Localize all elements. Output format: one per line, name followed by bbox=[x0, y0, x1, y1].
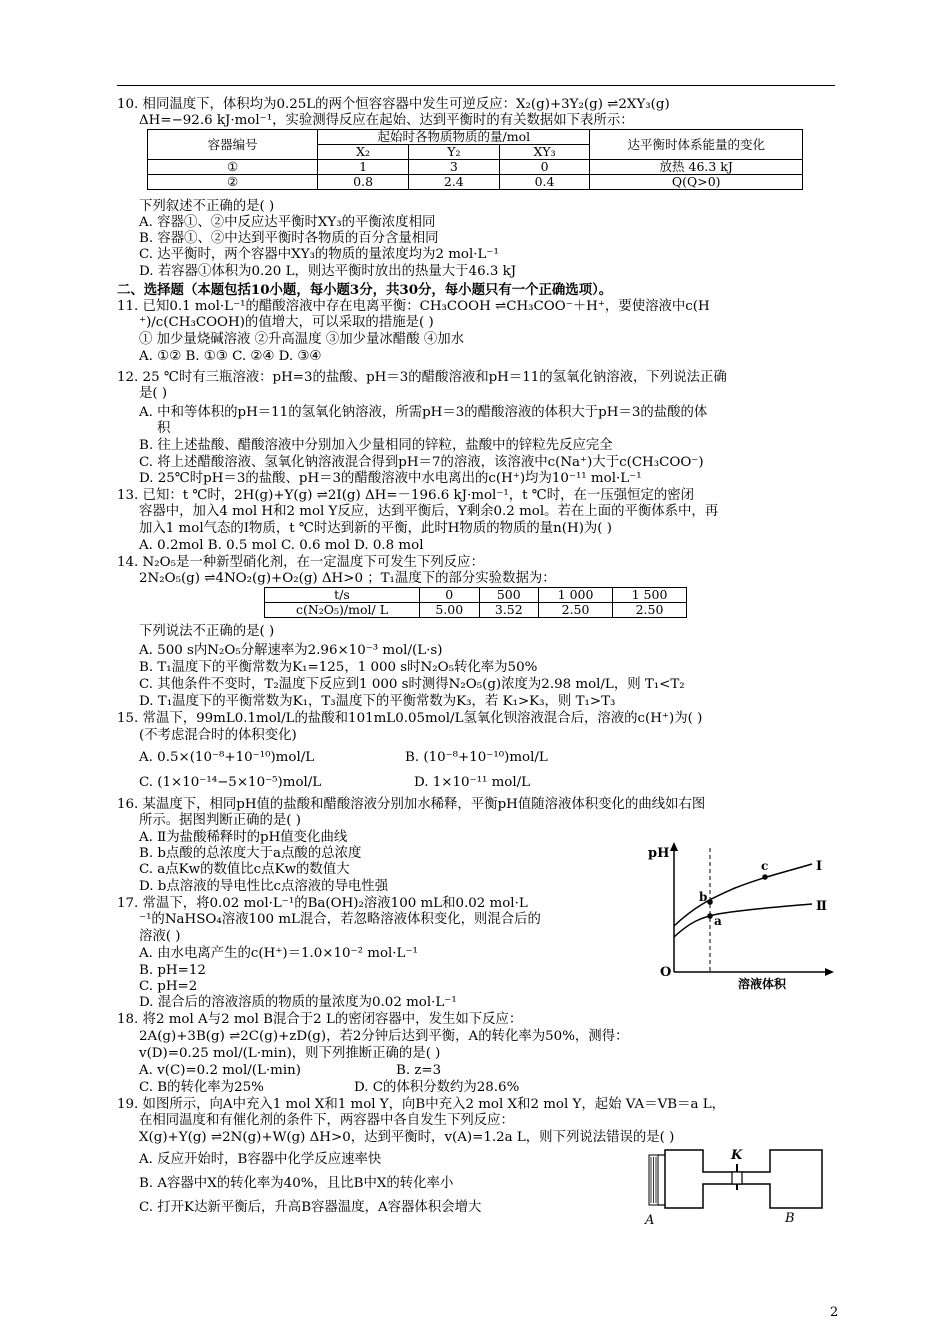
q10-r1c5: 放热 46.3 kJ bbox=[590, 160, 803, 175]
label-b: B bbox=[785, 1211, 795, 1226]
q18-line3: v(D)=0.25 mol/(L·min)，则下列推断正确的是( ) bbox=[139, 1046, 441, 1061]
graph-origin: O bbox=[660, 965, 672, 980]
q14-option-d: D. T₁温度下的平衡常数为K₁，T₃温度下的平衡常数为K₃，若 K₁>K₃，则 T₁>T₃ bbox=[139, 694, 616, 709]
q10-r1c4: 0 bbox=[499, 160, 590, 175]
page-number: 2 bbox=[830, 1305, 839, 1320]
x-axis-arrow bbox=[825, 968, 834, 976]
q16-option-a: A. Ⅱ为盐酸稀释时的pH值变化曲线 bbox=[139, 830, 348, 845]
graph-label-c: c bbox=[761, 859, 769, 873]
q19-line2: 在相同温度和有催化剂的条件下，两容器中各自发生下列反应： bbox=[139, 1113, 514, 1128]
graph-label-a: a bbox=[714, 914, 722, 928]
valve-k bbox=[732, 1172, 742, 1184]
q17-option-a: A. 由水电离产生的c(H⁺)＝1.0×10⁻² mol·L⁻¹ bbox=[139, 946, 418, 961]
graph-ylabel: pH bbox=[648, 846, 670, 861]
q12-option-d: D. 25℃时pH＝3的盐酸、pH＝3的醋酸溶液中水电离出的c(H⁺)均为10⁻¹¹ mol·L⁻¹ bbox=[139, 471, 642, 486]
q18-option-b: B. z=3 bbox=[396, 1063, 442, 1078]
q12-option-a1: A. 中和等体积的pH＝11的氢氧化钠溶液，所需pH＝3的醋酸溶液的体积大于pH＝3的盐酸的体 bbox=[139, 405, 708, 420]
q12-option-c: C. 将上述醋酸溶液、氢氧化钠溶液混合得到pH＝7的溶液，该溶液中c(Na⁺)大于c(CH₃COO⁻) bbox=[139, 455, 704, 470]
q17-option-d: D. 混合后的溶液溶质的物质的量浓度为0.02 mol·L⁻¹ bbox=[139, 995, 457, 1010]
apparatus-outline bbox=[665, 1150, 822, 1208]
q14-r1c5: 1 500 bbox=[613, 588, 687, 603]
section-heading: 二、选择题（本题包括10小题，每小题3分，共30分，每小题只有一个正确选项）。 bbox=[117, 282, 613, 298]
q14-r2c1: c(N₂O₅)/mol/ L bbox=[265, 603, 420, 618]
q14-option-a: A. 500 s内N₂O₅分解速率为2.96×10⁻³ mol/(L·s) bbox=[139, 643, 443, 658]
q10-th-start: 起始时各物质物质的量/mol bbox=[318, 130, 590, 145]
q15-option-d: D. 1×10⁻¹¹ mol/L bbox=[414, 775, 531, 790]
q19-line3: X(g)+Y(g) ⇌2N(g)+W(g) ΔH>0，达到平衡时，v(A)=1.2a L，则下列说法错误的是( ) bbox=[139, 1130, 675, 1145]
q10-sub-xy3: XY₃ bbox=[499, 145, 590, 160]
q10-th-energy: 达平衡时体系能量的变化 bbox=[590, 130, 803, 160]
q10-option-b: B. 容器①、②中达到平衡时各物质的百分含量相同 bbox=[139, 231, 439, 246]
q16-line1: 16. 某温度下，相同pH值的盐酸和醋酸溶液分别加水稀释，平衡pH值随溶液体积变化的曲线如右图 bbox=[117, 797, 706, 812]
point-c bbox=[762, 874, 768, 880]
q17-line2: ⁻¹的NaHSO₄溶液100 mL混合，若忽略溶液体积变化，则混合后的 bbox=[139, 912, 541, 927]
q19-option-c: C. 打开K达新平衡后，升高B容器温度，A容器体积会增大 bbox=[139, 1200, 482, 1215]
q19-option-a: A. 反应开始时，B容器中化学反应速率快 bbox=[139, 1152, 382, 1167]
q10-r1c2: 1 bbox=[318, 160, 409, 175]
q10-r2c5: Q(Q>0) bbox=[590, 175, 803, 190]
q10-option-d: D. 若容器①体积为0.20 L，则达平衡时放出的热量大于46.3 kJ bbox=[139, 264, 517, 279]
q15-line2: (不考虑混合时的体积变化) bbox=[139, 728, 297, 743]
q10-option-a: A. 容器①、②中反应达平衡时XY₃的平衡浓度相同 bbox=[139, 215, 436, 230]
q18-line2: 2A(g)+3B(g) ⇌2C(g)+zD(g)，若2分钟后达到平衡，A的转化率为50%，测得： bbox=[139, 1029, 629, 1044]
q10-r1c3: 3 bbox=[408, 160, 499, 175]
q12-option-b: B. 往上述盐酸、醋酸溶液中分别加入少量相同的锌粒，盐酸中的锌粒先反应完全 bbox=[139, 438, 613, 453]
q15-line1: 15. 常温下，99mL0.1mol/L的盐酸和101mL0.05mol/L氢氧化钡溶液混合后，溶液的c(H⁺)为( ) bbox=[117, 711, 703, 726]
q13-line2: 容器中，加入4 mol H和2 mol Y反应，达到平衡后，Y剩余0.2 mol。若在上面的平衡体系中，再 bbox=[139, 504, 719, 519]
q11-line2: ⁺)/c(CH₃COOH)的值增大，可以采取的措施是( ) bbox=[139, 315, 434, 330]
q14-option-c: C. 其他条件不变时，T₂温度下反应到1 000 s时测得N₂O₅(g)浓度为2.98 mol/L，则 T₁<T₂ bbox=[139, 677, 685, 692]
q13-line1: 13. 已知：t ℃时，2H(g)+Y(g) ⇌2I(g) ΔH=－196.6 kJ·mol⁻¹，t ℃时，在一压强恒定的密闭 bbox=[117, 488, 695, 503]
q16-option-b: B. b点酸的总浓度大于a点酸的总浓度 bbox=[139, 846, 362, 861]
q15-option-b: B. (10⁻⁸+10⁻¹⁰)mol/L bbox=[405, 750, 548, 765]
q18-line1: 18. 将2 mol A与2 mol B混合于2 L的密闭容器中，发生如下反应： bbox=[117, 1012, 523, 1027]
label-a: A bbox=[645, 1213, 655, 1228]
q14-r1c4: 1 000 bbox=[539, 588, 613, 603]
q18-option-c: C. B的转化率为25% bbox=[139, 1080, 264, 1095]
graph-label-b: b bbox=[699, 890, 708, 904]
q11-line1: 11. 已知0.1 mol·L⁻¹的醋酸溶液中存在电离平衡：CH₃COOH ⇌CH₃COO⁻＋H⁺，要使溶液中c(H bbox=[117, 299, 710, 314]
graph-xlabel: 溶液体积 bbox=[738, 977, 787, 990]
q10-line2: ΔH=−92.6 kJ·mol⁻¹，实验测得反应在起始、达到平衡时的有关数据如下表所示： bbox=[139, 113, 634, 128]
curve-i bbox=[674, 864, 812, 926]
q19-line1: 19. 如图所示，向A中充入1 mol X和1 mol Y，向B中充入2 mol X和2 mol Y，起始 VA＝VB＝a L， bbox=[117, 1097, 726, 1112]
q10-th-container: 容器编号 bbox=[148, 130, 318, 160]
q19-option-b: B. A容器中X的转化率为40%，且比B中X的转化率小 bbox=[139, 1176, 454, 1191]
q14-r2c3: 3.52 bbox=[479, 603, 539, 618]
q18-option-d: D. C的体积分数约为28.6% bbox=[354, 1080, 520, 1095]
q14-r2c2: 5.00 bbox=[420, 603, 480, 618]
q16-option-c: C. a点Kw的数值比c点Kw的数值大 bbox=[139, 862, 350, 877]
header-rule bbox=[117, 85, 835, 86]
q17-line3: 溶液( ) bbox=[139, 929, 181, 944]
q14-line2: 2N₂O₅(g) ⇌4NO₂(g)+O₂(g) ΔH>0 ；T₁温度下的部分实验数据为： bbox=[139, 571, 556, 586]
graph-label-curve-ii: Ⅱ bbox=[816, 899, 827, 914]
q14-stem: 下列说法不正确的是( ) bbox=[139, 624, 275, 639]
y-axis-arrow bbox=[670, 842, 678, 851]
q16-line2: 所示。据图判断正确的是( ) bbox=[139, 813, 302, 828]
q12-option-a2: 积 bbox=[157, 421, 171, 436]
q10-sub-y2: Y₂ bbox=[408, 145, 499, 160]
q17-option-c: C. pH=2 bbox=[139, 979, 198, 994]
q14-r1c2: 0 bbox=[420, 588, 480, 603]
point-b bbox=[707, 899, 713, 905]
q14-table bbox=[264, 587, 687, 618]
q10-r1c1: ① bbox=[148, 160, 318, 175]
q15-option-c: C. (1×10⁻¹⁴−5×10⁻⁵)mol/L bbox=[139, 775, 322, 790]
q18-option-a: A. v(C)=0.2 mol/(L·min) bbox=[139, 1063, 301, 1078]
q10-r2c2: 0.8 bbox=[318, 175, 409, 190]
q17-line1: 17. 常温下，将0.02 mol·L⁻¹的Ba(OH)₂溶液100 mL和0.02 mol·L bbox=[117, 896, 528, 911]
q10-sub-x2: X₂ bbox=[318, 145, 409, 160]
q11-line3: ① 加少量烧碱溶液 ②升高温度 ③加少量冰醋酸 ④加水 bbox=[139, 332, 465, 347]
q13-line4: A. 0.2mol B. 0.5 mol C. 0.6 mol D. 0.8 mol bbox=[139, 538, 424, 553]
q10-option-c: C. 达平衡时，两个容器中XY₃的物质的量浓度均为2 mol·L⁻¹ bbox=[139, 247, 499, 262]
q14-option-b: B. T₁温度下的平衡常数为K₁=125，1 000 s时N₂O₅转化率为50% bbox=[139, 660, 538, 675]
q14-r2c4: 2.50 bbox=[539, 603, 613, 618]
q13-line3: 加入1 mol气态的I物质，t ℃时达到新的平衡，此时H物质的物质的量n(H)为( ) bbox=[139, 521, 613, 536]
container-apparatus-figure bbox=[625, 1142, 840, 1228]
graph-label-curve-i: I bbox=[816, 859, 823, 874]
q10-r2c3: 2.4 bbox=[408, 175, 499, 190]
q17-option-b: B. pH=12 bbox=[139, 963, 206, 978]
ph-dilution-graph bbox=[640, 840, 840, 990]
q12-line1: 12. 25 ℃时有三瓶溶液：pH=3的盐酸、pH＝3的醋酸溶液和pH＝11的氢氧化钠溶液，下列说法正确 bbox=[117, 370, 727, 385]
q10-table bbox=[147, 129, 803, 190]
q12-line2: 是( ) bbox=[139, 386, 168, 401]
q15-option-a: A. 0.5×(10⁻⁸+10⁻¹⁰)mol/L bbox=[139, 750, 315, 765]
q14-r2c5: 2.50 bbox=[613, 603, 687, 618]
q16-option-d: D. b点溶液的导电性比c点溶液的导电性强 bbox=[139, 879, 389, 894]
q10-stem: 下列叙述不正确的是( ) bbox=[139, 199, 275, 214]
q14-line1: 14. N₂O₅是一种新型硝化剂，在一定温度下可发生下列反应： bbox=[117, 555, 484, 570]
point-a bbox=[707, 913, 713, 919]
q14-r1c1: t/s bbox=[265, 588, 420, 603]
q10-r2c4: 0.4 bbox=[499, 175, 590, 190]
q14-r1c3: 500 bbox=[479, 588, 539, 603]
q11-line4: A. ①② B. ①③ C. ②④ D. ③④ bbox=[139, 349, 322, 364]
q10-line1: 10. 相同温度下，体积均为0.25L的两个恒容容器中发生可逆反应：X₂(g)+3Y₂(g) ⇌2XY₃(g) bbox=[117, 97, 670, 112]
q10-r2c1: ② bbox=[148, 175, 318, 190]
label-k: K bbox=[731, 1148, 743, 1163]
